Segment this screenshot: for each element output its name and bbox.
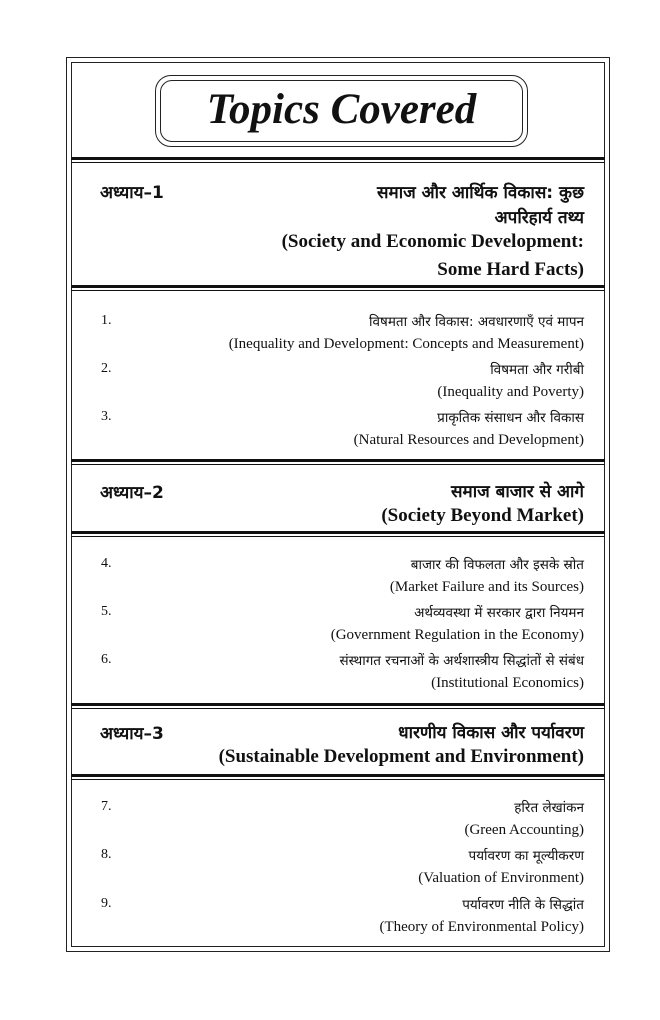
chapter-1-hindi-title: समाज और आर्थिक विकास: कुछ: [377, 183, 584, 203]
topic-hindi: पर्यावरण का मूल्यीकरण: [468, 848, 584, 864]
topic-hindi: विषमता और गरीबी: [490, 362, 584, 378]
chapter-1-english-title: (Society and Economic Development:: [281, 231, 584, 252]
section-divider: [71, 531, 605, 537]
section-divider: [71, 774, 605, 780]
topic-number: 2.: [101, 361, 112, 376]
topic-hindi: प्राकृतिक संसाधन और विकास: [437, 410, 584, 426]
topic-number: 3.: [101, 409, 112, 424]
chapter-1-hindi-title-cont: अपरिहार्य तथ्य: [494, 208, 584, 228]
topic-number: 6.: [101, 652, 112, 667]
section-divider: [71, 157, 605, 163]
topic-hindi: अर्थव्यवस्था में सरकार द्वारा नियमन: [414, 605, 584, 621]
chapter-2-hindi-title: समाज बाजार से आगे: [451, 482, 584, 502]
chapter-1-english-title-cont: Some Hard Facts): [437, 259, 584, 280]
topic-hindi: पर्यावरण नीति के सिद्धांत: [462, 897, 584, 913]
topic-hindi: विषमता और विकास: अवधारणाएँ एवं मापन: [369, 314, 584, 330]
topic-number: 7.: [101, 799, 112, 814]
section-divider: [71, 285, 605, 291]
topic-english: (Green Accounting): [464, 822, 584, 838]
chapter-3-english-title: (Sustainable Development and Environment): [218, 746, 584, 767]
chapter-2-english-title: (Society Beyond Market): [381, 505, 584, 526]
topic-number: 5.: [101, 604, 112, 619]
topic-english: (Inequality and Poverty): [437, 384, 584, 400]
topic-english: (Valuation of Environment): [418, 870, 584, 886]
topic-number: 4.: [101, 556, 112, 571]
topic-number: 8.: [101, 847, 112, 862]
chapter-1-label: अध्याय–1: [100, 183, 164, 203]
topic-english: (Theory of Environmental Policy): [379, 919, 584, 935]
topic-hindi: संस्थागत रचनाओं के अर्थशास्त्रीय सिद्धांतों से संबंध: [339, 653, 584, 669]
chapter-2-label: अध्याय–2: [100, 483, 164, 503]
chapter-3-label: अध्याय–3: [100, 724, 164, 744]
topic-number: 1.: [101, 313, 112, 328]
topic-english: (Natural Resources and Development): [353, 432, 584, 448]
topic-english: (Government Regulation in the Economy): [330, 627, 584, 643]
chapter-3-hindi-title: धारणीय विकास और पर्यावरण: [398, 723, 584, 743]
topic-english: (Inequality and Development: Concepts and Measurement): [228, 336, 584, 352]
topic-english: (Institutional Economics): [431, 675, 584, 691]
topic-english: (Market Failure and its Sources): [389, 579, 584, 595]
topic-hindi: हरित लेखांकन: [514, 800, 584, 816]
section-divider: [71, 703, 605, 709]
page-title: Topics Covered: [206, 86, 477, 133]
topic-number: 9.: [101, 896, 112, 911]
section-divider: [71, 459, 605, 465]
topic-hindi: बाजार की विफलता और इसके स्रोत: [410, 557, 584, 573]
